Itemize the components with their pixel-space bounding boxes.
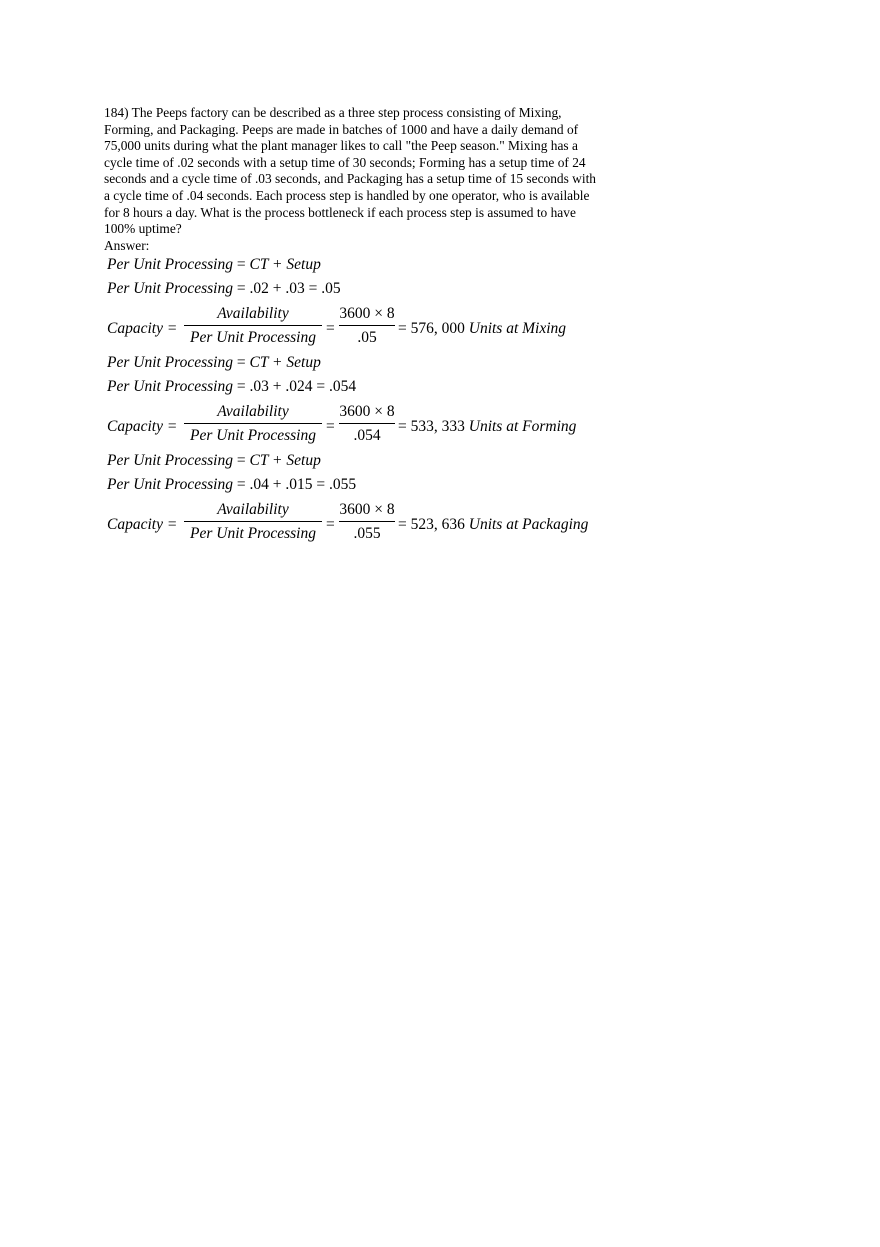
- result-value: = 533, 333: [398, 418, 465, 435]
- result-unit: Units at Packaging: [464, 516, 589, 533]
- calc-lhs: Per Unit Processing: [107, 280, 233, 297]
- calc-value: = .03 + .024 = .054: [233, 378, 357, 395]
- fraction-denominator: Per Unit Processing: [190, 525, 316, 542]
- formula-eq: =: [233, 256, 250, 273]
- availability-fraction: [184, 305, 322, 347]
- capacity-result: [398, 418, 576, 436]
- numeric-fraction: [339, 305, 395, 347]
- fraction-bar: [339, 325, 395, 326]
- question-line: 100% uptime?: [104, 221, 182, 237]
- fraction-numerator: Availability: [217, 305, 289, 322]
- result-unit: Units at Mixing: [464, 320, 567, 337]
- capacity-label: Capacity =: [107, 418, 178, 435]
- fraction-denominator: .055: [353, 525, 381, 542]
- numeric-fraction: [339, 403, 395, 445]
- formula-line-packaging: [107, 452, 321, 470]
- formula-rhs: CT + Setup: [249, 354, 321, 371]
- formula-rhs: CT + Setup: [249, 256, 321, 273]
- result-value: = 576, 000: [398, 320, 465, 337]
- question-line: 184) The Peeps factory can be described as a three step process consisting of Mixing,: [104, 105, 562, 120]
- result-value: = 523, 636: [398, 516, 465, 533]
- numeric-fraction: [339, 501, 395, 543]
- question-line: a cycle time of .04 seconds. Each process step is handled by one operator, who is available: [104, 187, 590, 203]
- fraction-bar: [184, 521, 322, 522]
- fraction-denominator: Per Unit Processing: [190, 427, 316, 444]
- fraction-bar: [184, 423, 322, 424]
- fraction-denominator: Per Unit Processing: [190, 329, 316, 346]
- formula-rhs: CT + Setup: [249, 452, 321, 469]
- answer-label: Answer:: [104, 237, 150, 253]
- formula-line-mixing: [107, 256, 321, 274]
- capacity-equation-packaging: [107, 501, 667, 553]
- question-line: cycle time of .02 seconds with a setup time of 30 seconds; Forming has a setup time of 24: [104, 154, 586, 170]
- availability-fraction: [184, 403, 322, 445]
- fraction-denominator: .05: [357, 329, 377, 346]
- capacity-equation-forming: [107, 403, 667, 455]
- fraction-bar: [339, 521, 395, 522]
- fraction-numerator: 3600 × 8: [339, 501, 395, 518]
- question-text: [104, 105, 644, 254]
- equals-sign: =: [326, 516, 335, 533]
- capacity-label: Capacity =: [107, 516, 178, 533]
- calc-line-packaging: [107, 476, 356, 494]
- capacity-label: Capacity =: [107, 320, 178, 337]
- calc-line-mixing: [107, 280, 341, 298]
- calc-lhs: Per Unit Processing: [107, 476, 233, 493]
- capacity-result: [398, 516, 588, 534]
- fraction-numerator: 3600 × 8: [339, 305, 395, 322]
- formula-lhs: Per Unit Processing: [107, 256, 233, 273]
- equals-sign: =: [326, 418, 335, 435]
- fraction-denominator: .054: [353, 427, 381, 444]
- formula-eq: =: [233, 452, 250, 469]
- calc-lhs: Per Unit Processing: [107, 378, 233, 395]
- fraction-numerator: Availability: [217, 403, 289, 420]
- capacity-result: [398, 320, 566, 338]
- result-unit: Units at Forming: [464, 418, 577, 435]
- capacity-equation-mixing: [107, 305, 667, 357]
- calc-value: = .04 + .015 = .055: [233, 476, 357, 493]
- formula-eq: =: [233, 354, 250, 371]
- fraction-bar: [184, 325, 322, 326]
- question-line: seconds and a cycle time of .03 seconds, and Packaging has a setup time of 15 seconds with: [104, 171, 596, 187]
- calc-value: = .02 + .03 = .05: [233, 280, 341, 297]
- question-line: Forming, and Packaging. Peeps are made in batches of 1000 and have a daily demand of: [104, 121, 579, 137]
- question-line: 75,000 units during what the plant manager likes to call "the Peep season." Mixing has a: [104, 138, 578, 154]
- calc-line-forming: [107, 378, 356, 396]
- fraction-bar: [339, 423, 395, 424]
- question-line: for 8 hours a day. What is the process bottleneck if each process step is assumed to have: [104, 204, 576, 220]
- equals-sign: =: [326, 320, 335, 337]
- fraction-numerator: 3600 × 8: [339, 403, 395, 420]
- fraction-numerator: Availability: [217, 501, 289, 518]
- availability-fraction: [184, 501, 322, 543]
- formula-lhs: Per Unit Processing: [107, 354, 233, 371]
- formula-lhs: Per Unit Processing: [107, 452, 233, 469]
- formula-line-forming: [107, 354, 321, 372]
